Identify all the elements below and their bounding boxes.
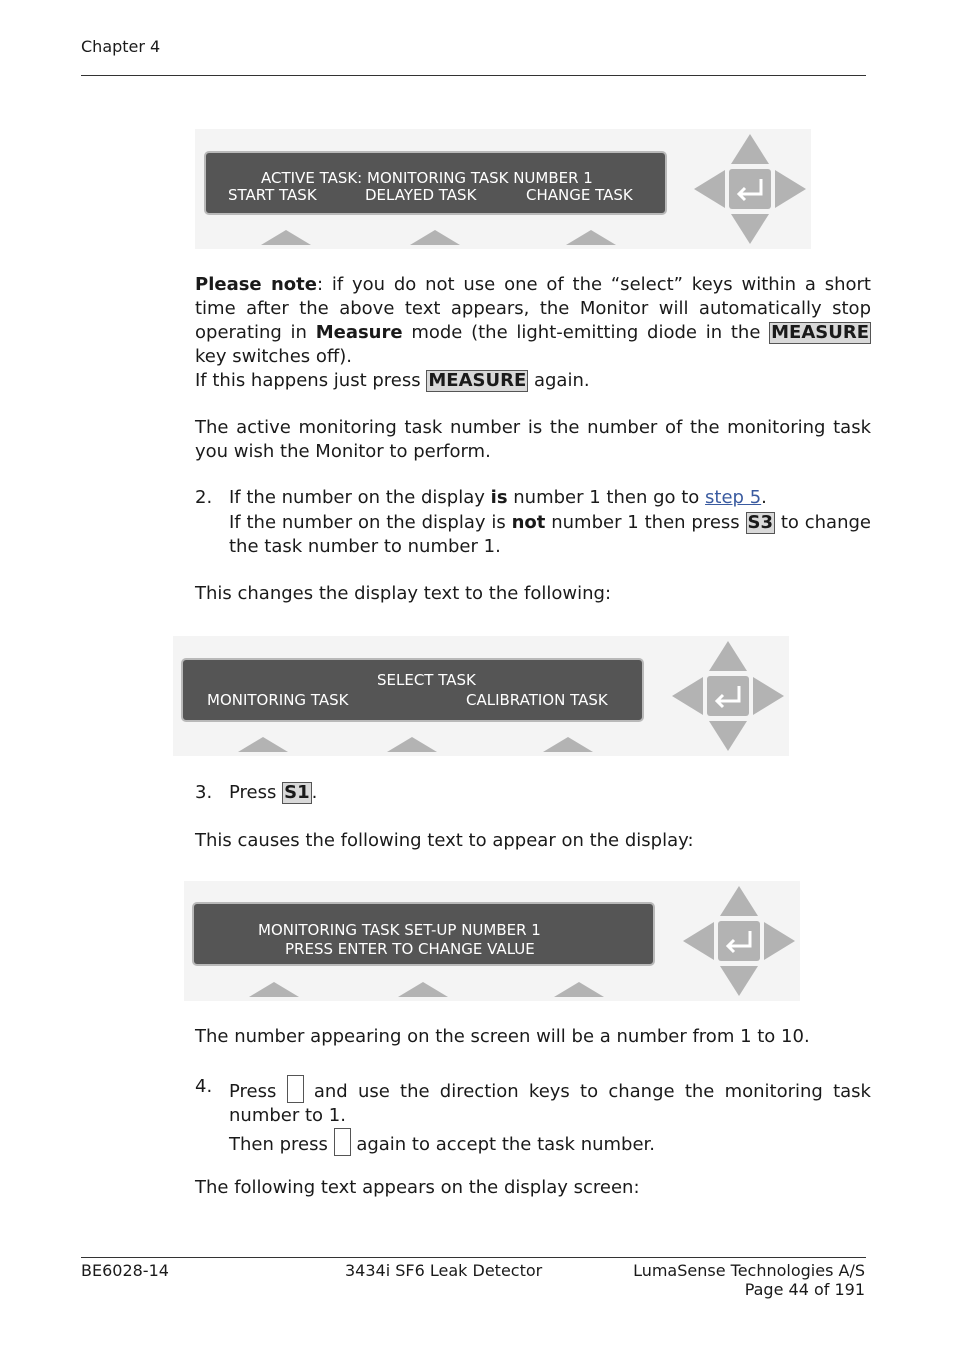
step-2-b-post: to change the task number to number 1. bbox=[229, 512, 871, 557]
arrow-left-icon[interactable] bbox=[672, 677, 703, 715]
lcd-softkey-label-3: CHANGE TASK bbox=[526, 186, 633, 204]
softkey-s3-arrow[interactable] bbox=[554, 982, 604, 997]
enter-key-symbol bbox=[334, 1128, 351, 1156]
step-2-line-a bbox=[229, 486, 871, 510]
softkey-s1-arrow[interactable] bbox=[261, 230, 311, 245]
arrow-left-icon[interactable] bbox=[683, 922, 714, 960]
chapter-label: Chapter 4 bbox=[81, 37, 161, 56]
arrow-up-icon[interactable] bbox=[720, 886, 758, 916]
direction-keypad[interactable] bbox=[691, 129, 811, 249]
step-2-b-bold: not bbox=[511, 512, 546, 533]
display-panel-1 bbox=[195, 129, 811, 249]
enter-key[interactable] bbox=[718, 921, 760, 961]
number-paragraph: The number appearing on the screen will be a number from 1 to 10. bbox=[195, 1026, 810, 1047]
measure-key-label-2: MEASURE bbox=[428, 370, 527, 391]
direction-keypad[interactable] bbox=[669, 636, 789, 756]
causes-paragraph: This causes the following text to appear on the display: bbox=[195, 830, 694, 851]
following-paragraph: The following text appears on the display screen: bbox=[195, 1177, 640, 1198]
step-2-b-mid: number 1 then press bbox=[545, 512, 746, 533]
footer-product: 3434i SF6 Leak Detector bbox=[345, 1261, 543, 1280]
softkey-s1-arrow[interactable] bbox=[238, 737, 288, 752]
lcd-screen-1 bbox=[204, 151, 667, 215]
note-paragraph bbox=[195, 273, 871, 369]
note-line-2 bbox=[195, 369, 590, 393]
display-panel-3 bbox=[184, 881, 800, 1001]
lcd-softkey-label-1: START TASK bbox=[228, 186, 317, 204]
note-lead: Please note bbox=[195, 274, 317, 295]
step-2-a-bold: is bbox=[490, 487, 508, 508]
enter-key[interactable] bbox=[707, 676, 749, 716]
step-2-a-pre: If the number on the display bbox=[229, 487, 491, 508]
lcd-softkey-label-1: MONITORING TASK bbox=[207, 691, 349, 709]
active-task-paragraph: The active monitoring task number is the number of the monitoring task you wish the Monitor to perform. bbox=[195, 417, 871, 462]
step-4-line-a bbox=[229, 1075, 871, 1128]
lcd-line-2: PRESS ENTER TO CHANGE VALUE bbox=[285, 940, 535, 958]
footer-page-number: Page 44 of 191 bbox=[744, 1280, 865, 1299]
step-3-post: . bbox=[311, 782, 318, 803]
step-2-line-b bbox=[229, 511, 871, 559]
step-2-number: 2. bbox=[195, 487, 213, 508]
arrow-left-icon[interactable] bbox=[694, 170, 725, 208]
step-4-line-b bbox=[229, 1128, 655, 1157]
step-2-a-post: . bbox=[761, 487, 767, 508]
enter-key[interactable] bbox=[729, 169, 771, 209]
lcd-line-1: SELECT TASK bbox=[377, 671, 476, 689]
arrow-down-icon[interactable] bbox=[709, 721, 747, 751]
softkey-s3-arrow[interactable] bbox=[566, 230, 616, 245]
arrow-right-icon[interactable] bbox=[775, 170, 806, 208]
softkey-s2-arrow[interactable] bbox=[398, 982, 448, 997]
footer-doc-id: BE6028-14 bbox=[81, 1261, 169, 1280]
s1-key-label: S1 bbox=[284, 782, 310, 803]
note-measure-bold: Measure bbox=[315, 322, 403, 343]
lcd-screen-3 bbox=[192, 902, 655, 966]
lcd-line-1: MONITORING TASK SET-UP NUMBER 1 bbox=[258, 921, 541, 939]
display-panel-2 bbox=[173, 636, 789, 756]
s3-key-label: S3 bbox=[747, 512, 773, 533]
step-2-b-pre: If the number on the display is bbox=[229, 512, 512, 533]
footer-rule bbox=[81, 1257, 866, 1258]
lcd-softkey-label-3: CALIBRATION TASK bbox=[466, 691, 608, 709]
step-4-a-pre: Press bbox=[229, 1081, 287, 1102]
softkey-s2-arrow[interactable] bbox=[410, 230, 460, 245]
arrow-down-icon[interactable] bbox=[720, 966, 758, 996]
step-4-b-post: again to accept the task number. bbox=[350, 1134, 656, 1155]
softkey-s2-arrow[interactable] bbox=[387, 737, 437, 752]
step-4-b-pre: Then press bbox=[229, 1134, 334, 1155]
arrow-right-icon[interactable] bbox=[764, 922, 795, 960]
lcd-line-1: ACTIVE TASK: MONITORING TASK NUMBER 1 bbox=[261, 169, 593, 187]
lcd-softkey-label-2: DELAYED TASK bbox=[365, 186, 477, 204]
step-4-a-post: and use the direction keys to change the monitoring task number to 1. bbox=[229, 1081, 871, 1126]
header-rule bbox=[81, 75, 866, 76]
step-5-link[interactable]: step 5 bbox=[705, 487, 762, 508]
step-2-a-mid: number 1 then go to bbox=[507, 487, 706, 508]
arrow-up-icon[interactable] bbox=[709, 641, 747, 671]
step-3-text bbox=[229, 781, 317, 805]
note-text-1: : if you do not use one of the “select” keys within a short time after the above text appears, the Monitor will automatically stop operating in bbox=[195, 274, 871, 343]
changes-paragraph: This changes the display text to the following: bbox=[195, 583, 612, 604]
enter-key-symbol bbox=[287, 1075, 304, 1103]
step-3-pre: Press bbox=[229, 782, 283, 803]
arrow-right-icon[interactable] bbox=[753, 677, 784, 715]
step-3-number: 3. bbox=[195, 782, 213, 803]
measure-key-label: MEASURE bbox=[771, 322, 869, 343]
softkey-s3-arrow[interactable] bbox=[543, 737, 593, 752]
direction-keypad[interactable] bbox=[680, 881, 800, 1001]
softkey-s1-arrow[interactable] bbox=[249, 982, 299, 997]
footer-company: LumaSense Technologies A/S bbox=[633, 1261, 865, 1280]
lcd-screen-2 bbox=[181, 658, 644, 722]
note-text-2: mode (the light-emitting diode in the bbox=[402, 322, 770, 343]
note-line-2-pre: If this happens just press bbox=[195, 370, 427, 391]
note-text-3: key switches off). bbox=[195, 346, 353, 367]
step-4-number: 4. bbox=[195, 1076, 213, 1097]
note-line-2-post: again. bbox=[528, 370, 590, 391]
arrow-down-icon[interactable] bbox=[731, 214, 769, 244]
arrow-up-icon[interactable] bbox=[731, 134, 769, 164]
